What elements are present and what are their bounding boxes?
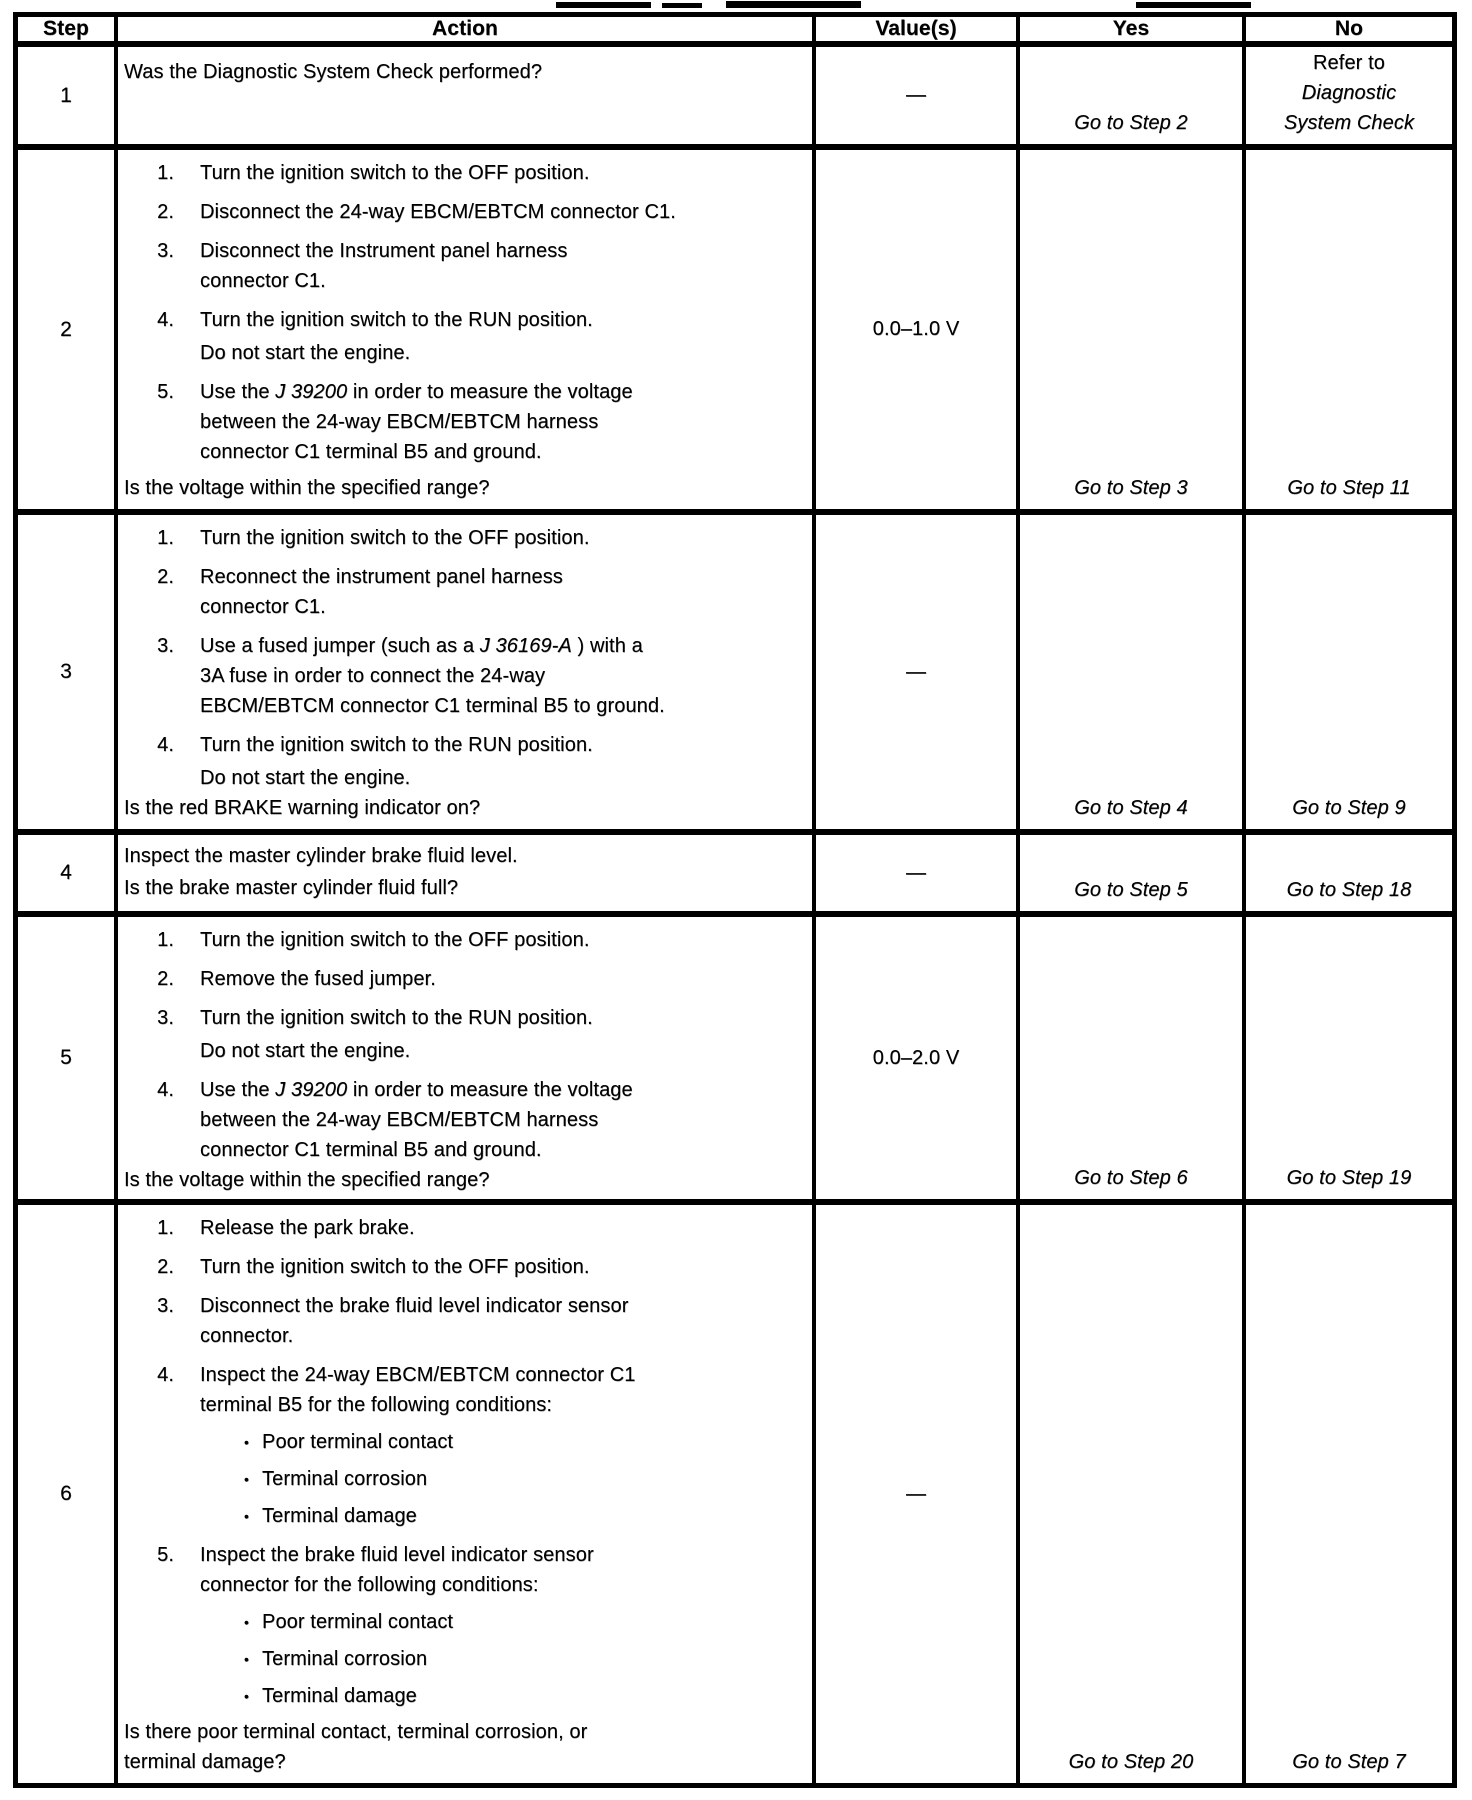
action-item bbox=[124, 377, 806, 467]
action-question: Was the Diagnostic System Check performed? bbox=[124, 61, 543, 83]
value-cell bbox=[816, 917, 1020, 1205]
question-line: Is there poor terminal contact, terminal corrosion, or bbox=[124, 1721, 588, 1743]
action-item bbox=[124, 562, 806, 622]
action-question: Is the red BRAKE warning indicator on? bbox=[124, 797, 481, 819]
step-number: 2 bbox=[18, 150, 118, 515]
item-line: Release the park brake. bbox=[200, 1217, 415, 1239]
column-header-yes: Yes bbox=[1020, 17, 1246, 47]
bullet-item bbox=[244, 1427, 806, 1457]
item-line: Turn the ignition switch to the OFF position. bbox=[200, 527, 590, 549]
item-line: between the 24-way EBCM/EBTCM harness bbox=[200, 411, 599, 433]
bullet-item bbox=[244, 1501, 806, 1531]
bullet-label: Poor terminal contact bbox=[262, 1431, 454, 1453]
action-question: Is the voltage within the specified range? bbox=[124, 1169, 490, 1191]
action-item bbox=[124, 1075, 806, 1165]
item-line: Turn the ignition switch to the OFF position. bbox=[200, 1256, 590, 1278]
action-item bbox=[124, 197, 806, 227]
action-question: Is the brake master cylinder fluid full? bbox=[124, 877, 459, 899]
goto-step-text: Go to Step 20 bbox=[1068, 1751, 1194, 1773]
scan-artifact bbox=[1136, 2, 1251, 8]
item-number: 2. bbox=[157, 201, 174, 223]
value-cell bbox=[816, 515, 1020, 835]
action-item bbox=[124, 523, 806, 553]
refer-target-text: Diagnostic bbox=[1301, 82, 1397, 104]
item-line: Turn the ignition switch to the OFF position. bbox=[200, 929, 590, 951]
action-item bbox=[124, 1003, 806, 1033]
action-item bbox=[124, 964, 806, 994]
item-number: 4. bbox=[157, 309, 174, 331]
column-header-values: Value(s) bbox=[816, 17, 1020, 47]
action-item bbox=[124, 631, 806, 721]
action-item bbox=[124, 1360, 806, 1420]
item-number: 3. bbox=[157, 635, 174, 657]
refer-target-text: System Check bbox=[1283, 112, 1415, 134]
value-cell bbox=[816, 1205, 1020, 1783]
action-item bbox=[124, 236, 806, 296]
item-line: terminal B5 for the following conditions: bbox=[200, 1394, 553, 1416]
column-header-action: Action bbox=[118, 17, 816, 47]
bullet-label: Poor terminal contact bbox=[262, 1611, 454, 1633]
item-number: 1. bbox=[157, 527, 174, 549]
goto-step-text: Go to Step 19 bbox=[1286, 1167, 1412, 1189]
action-item bbox=[124, 1252, 806, 1282]
value-text: — bbox=[905, 660, 927, 683]
item-line: in order to measure the voltage bbox=[347, 1079, 633, 1101]
item-line: Use the bbox=[200, 1079, 276, 1101]
action-item bbox=[124, 1213, 806, 1243]
item-line: EBCM/EBTCM connector C1 terminal B5 to ground. bbox=[200, 695, 665, 717]
item-number: 3. bbox=[157, 1007, 174, 1029]
item-line: Remove the fused jumper. bbox=[200, 968, 436, 990]
bullet-icon: • bbox=[244, 1688, 250, 1704]
no-cell bbox=[1246, 835, 1452, 917]
bullet-item bbox=[244, 1607, 806, 1637]
bullet-item bbox=[244, 1464, 806, 1494]
action-item bbox=[124, 1540, 806, 1600]
item-number: 3. bbox=[157, 1295, 174, 1317]
item-number: 2. bbox=[157, 566, 174, 588]
refer-to-text: Refer to bbox=[1313, 52, 1385, 74]
goto-step-text: Go to Step 11 bbox=[1287, 477, 1411, 499]
item-note: Do not start the engine. bbox=[200, 342, 411, 364]
no-cell bbox=[1246, 1205, 1452, 1783]
value-cell bbox=[816, 150, 1020, 515]
item-number: 1. bbox=[157, 1217, 174, 1239]
tool-number: J 39200 bbox=[275, 381, 348, 403]
item-line: Disconnect the 24-way EBCM/EBTCM connector C1. bbox=[200, 201, 676, 223]
action-cell bbox=[118, 835, 816, 917]
item-line: Inspect the 24-way EBCM/EBTCM connector C1 bbox=[200, 1364, 636, 1386]
action-cell bbox=[118, 150, 816, 515]
question-line: terminal damage? bbox=[124, 1751, 286, 1773]
item-line: connector C1 terminal B5 and ground. bbox=[200, 1139, 542, 1161]
action-item bbox=[124, 305, 806, 335]
step-number: 6 bbox=[18, 1205, 118, 1783]
action-cell bbox=[118, 47, 816, 150]
value-text: — bbox=[905, 84, 927, 106]
item-line: between the 24-way EBCM/EBTCM harness bbox=[200, 1109, 599, 1131]
goto-step-text: Go to Step 18 bbox=[1286, 879, 1412, 901]
bullet-icon: • bbox=[244, 1508, 250, 1524]
yes-cell bbox=[1020, 835, 1246, 917]
yes-cell bbox=[1020, 1205, 1246, 1783]
item-line: 3A fuse in order to connect the 24-way bbox=[200, 665, 546, 687]
value-text: 0.0–1.0 V bbox=[872, 318, 960, 340]
bullet-label: Terminal corrosion bbox=[262, 1468, 428, 1490]
bullet-icon: • bbox=[244, 1471, 250, 1487]
scan-artifact bbox=[726, 1, 861, 8]
bullet-icon: • bbox=[244, 1434, 250, 1450]
value-text: — bbox=[905, 1482, 927, 1505]
item-number: 4. bbox=[157, 1079, 174, 1101]
item-line: connector. bbox=[200, 1325, 294, 1347]
action-item bbox=[124, 925, 806, 955]
yes-cell bbox=[1020, 47, 1246, 150]
action-cell bbox=[118, 917, 816, 1205]
bullet-label: Terminal corrosion bbox=[262, 1648, 428, 1670]
bullet-icon: • bbox=[244, 1614, 250, 1630]
column-header-step: Step bbox=[18, 17, 118, 47]
item-number: 5. bbox=[157, 1544, 174, 1566]
item-line: connector C1 terminal B5 and ground. bbox=[200, 441, 542, 463]
step-number: 3 bbox=[18, 515, 118, 835]
goto-step-text: Go to Step 2 bbox=[1074, 112, 1188, 134]
yes-cell bbox=[1020, 515, 1246, 835]
tool-number: J 36169-A bbox=[479, 635, 572, 657]
action-item bbox=[124, 158, 806, 188]
bullet-item bbox=[244, 1644, 806, 1674]
goto-step-text: Go to Step 7 bbox=[1292, 1751, 1406, 1773]
item-line: ) with a bbox=[571, 635, 643, 657]
item-note: Do not start the engine. bbox=[200, 1040, 411, 1062]
bullet-item bbox=[244, 1681, 806, 1711]
item-line: Use a fused jumper (such as a bbox=[200, 635, 480, 657]
action-cell bbox=[118, 1205, 816, 1783]
action-item bbox=[124, 730, 806, 760]
goto-step-text: Go to Step 4 bbox=[1074, 797, 1188, 819]
item-number: 4. bbox=[157, 734, 174, 756]
item-number: 2. bbox=[157, 1256, 174, 1278]
item-line: Disconnect the Instrument panel harness bbox=[200, 240, 568, 262]
item-line: connector for the following conditions: bbox=[200, 1574, 539, 1596]
item-number: 4. bbox=[157, 1364, 174, 1386]
column-header-no: No bbox=[1246, 17, 1452, 47]
bullet-icon: • bbox=[244, 1651, 250, 1667]
item-line: Turn the ignition switch to the RUN position. bbox=[200, 734, 593, 756]
tool-number: J 39200 bbox=[275, 1079, 348, 1101]
action-question bbox=[124, 1717, 806, 1777]
item-number: 3. bbox=[157, 240, 174, 262]
item-line: Turn the ignition switch to the RUN position. bbox=[200, 1007, 593, 1029]
goto-step-text: Go to Step 6 bbox=[1074, 1167, 1188, 1189]
item-number: 1. bbox=[157, 929, 174, 951]
item-line: Turn the ignition switch to the OFF position. bbox=[200, 162, 590, 184]
step-number: 4 bbox=[18, 835, 118, 917]
bullet-label: Terminal damage bbox=[262, 1505, 417, 1527]
yes-cell bbox=[1020, 917, 1246, 1205]
item-line: connector C1. bbox=[200, 270, 326, 292]
value-text: — bbox=[905, 861, 927, 884]
step-number: 1 bbox=[18, 47, 118, 150]
item-number: 1. bbox=[157, 162, 174, 184]
item-line: Use the bbox=[200, 381, 276, 403]
no-cell bbox=[1246, 515, 1452, 835]
item-line: Turn the ignition switch to the RUN position. bbox=[200, 309, 593, 331]
scan-artifact bbox=[662, 3, 702, 8]
no-cell bbox=[1246, 917, 1452, 1205]
bullet-label: Terminal damage bbox=[262, 1685, 417, 1707]
item-line: Inspect the brake fluid level indicator sensor bbox=[200, 1544, 594, 1566]
action-line: Inspect the master cylinder brake fluid level. bbox=[124, 845, 518, 867]
item-line: Reconnect the instrument panel harness bbox=[200, 566, 563, 588]
value-cell bbox=[816, 835, 1020, 917]
goto-step-text: Go to Step 9 bbox=[1292, 797, 1406, 819]
goto-step-text: Go to Step 5 bbox=[1074, 879, 1188, 901]
action-cell bbox=[118, 515, 816, 835]
item-line: Disconnect the brake fluid level indicator sensor bbox=[200, 1295, 629, 1317]
item-number: 2. bbox=[157, 968, 174, 990]
action-item bbox=[124, 1291, 806, 1351]
action-question: Is the voltage within the specified range? bbox=[124, 477, 490, 499]
scan-artifact bbox=[556, 2, 651, 8]
step-number: 5 bbox=[18, 917, 118, 1205]
item-line: in order to measure the voltage bbox=[347, 381, 633, 403]
no-cell bbox=[1246, 47, 1452, 150]
item-number: 5. bbox=[157, 381, 174, 403]
diagnostic-table bbox=[13, 12, 1457, 1788]
item-line: connector C1. bbox=[200, 596, 326, 618]
yes-cell bbox=[1020, 150, 1246, 515]
item-note: Do not start the engine. bbox=[200, 767, 411, 789]
no-cell bbox=[1246, 150, 1452, 515]
value-cell bbox=[816, 47, 1020, 150]
value-text: 0.0–2.0 V bbox=[872, 1046, 960, 1069]
goto-step-text: Go to Step 3 bbox=[1074, 477, 1188, 499]
